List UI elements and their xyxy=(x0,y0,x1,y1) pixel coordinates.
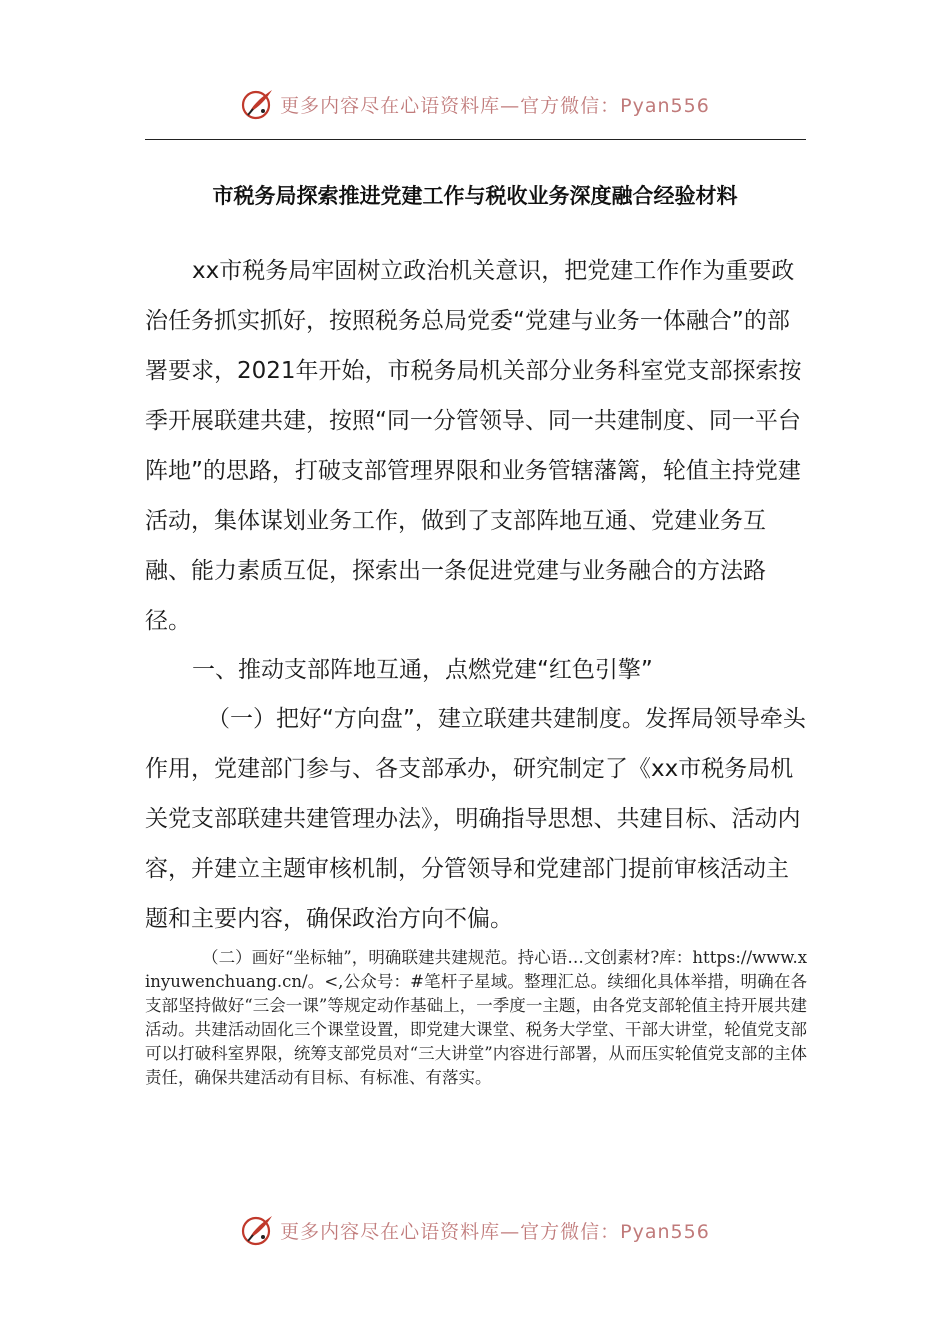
banner-text: 更多内容尽在心语资料库—官方微信： xyxy=(280,94,621,117)
wechat-id: Pyan556 xyxy=(620,1220,710,1243)
section-item-2: （二）画好“坐标轴”，明确联建共建规范。持心语…文创素材?库：https://www.xinyuwenchuang.cn/。<,公众号：#笔杆子星域。整理汇总。续细化具体举措，明确在各支部坚持做好“三会一课”等规定动作基础上，一季度一主题，由各党支部轮值主持开展共建活动。共建活动固化三个课堂设置，即党建大课堂、税务大学堂、干部大讲堂，轮值党支部可以打破科室界限，统筹支部党员对“三大讲堂”内容进行部署，从而压实轮值党支部的主体责任，确保共建活动有目标、有标准、有落实。 xyxy=(145,948,807,1087)
wechat-id: Pyan556 xyxy=(620,94,710,117)
intro-paragraph: xx市税务局牢固树立政治机关意识，把党建工作作为重要政治任务抓实抓好，按照税务总局党委“党建与业务一体融合”的部署要求，2021年开始，市税务局机关部分业务科室党支部探索按季开展联建共建，按照“同一分管领导、同一共建制度、同一平台阵地”的思路，打破支部管理界限和业务管辖藩篱，轮值主持党建活动，集体谋划业务工作，做到了支部阵地互通、党建业务互融、能力素质互促，探索出一条促进党建与业务融合的方法路径。 xyxy=(145,258,802,634)
quill-pen-logo-icon xyxy=(240,86,276,122)
section-item-1: （一）把好“方向盘”，建立联建共建制度。发挥局领导牵头作用，党建部门参与、各支部承办，研究制定了《xx市税务局机关党支部联建共建管理办法》，明确指导思想、共建目标、活动内容，并建立主题审核机制，分管领导和党建部门提前审核活动主题和主要内容，确保政治方向不偏。 xyxy=(145,706,806,932)
banner-text: 更多内容尽在心语资料库—官方微信： xyxy=(280,1220,621,1243)
header-divider xyxy=(145,139,806,140)
quill-pen-logo-icon xyxy=(240,1212,276,1248)
section-heading: 一、推动支部阵地互通，点燃党建“红色引擎” xyxy=(192,657,653,683)
document-title: 市税务局探索推进党建工作与税收业务深度融合经验材料 xyxy=(212,184,738,208)
footer-banner xyxy=(0,1208,950,1252)
header-banner xyxy=(0,82,950,126)
